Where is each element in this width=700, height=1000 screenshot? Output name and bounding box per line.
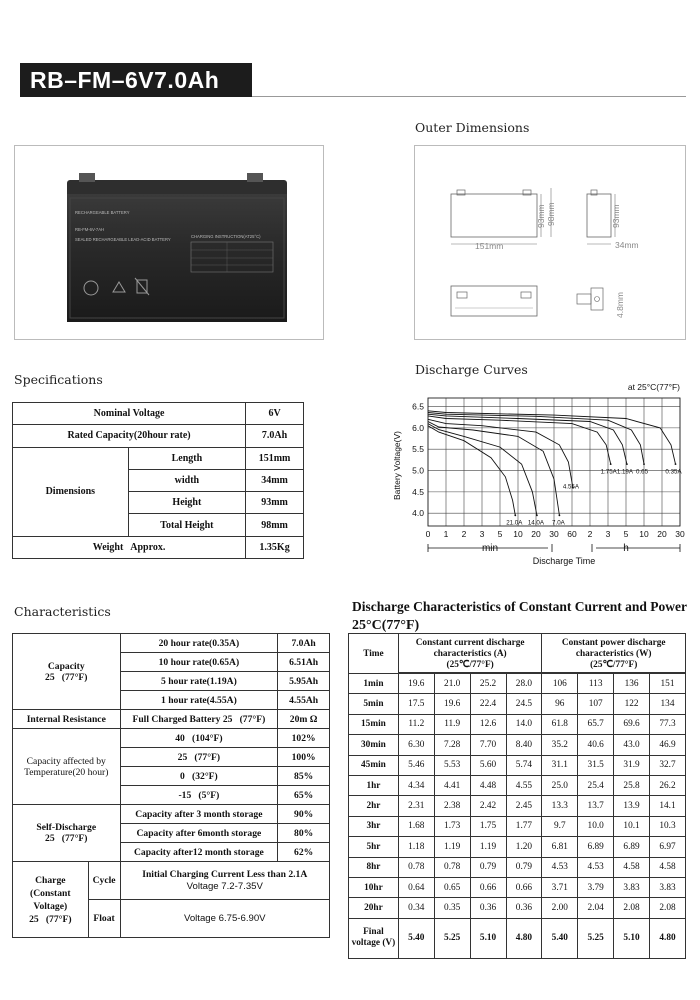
char-value: 85% [278, 767, 330, 786]
title-rule [252, 96, 686, 97]
value-cell: 3.79 [578, 877, 614, 897]
discharge-heading-line2: 25°C(77°F) [352, 618, 420, 633]
x-tick-label: 10 [639, 529, 649, 539]
value-cell: 17.5 [398, 694, 434, 714]
charge-label-line2: (Constant [30, 887, 71, 899]
time-cell: 1hr [349, 775, 399, 795]
outer-dimensions-heading: Outer Dimensions [415, 120, 530, 135]
x-tick-label: 1 [443, 529, 449, 539]
spec-value: 98mm [246, 514, 304, 536]
table-row [349, 735, 686, 755]
value-cell: 65.7 [578, 714, 614, 734]
value-cell: 151 [650, 674, 686, 694]
char-condition: Full Charged Battery 25 (77°F) [120, 710, 278, 729]
current-header-text: Constant current discharge characteristics (A) [415, 637, 525, 659]
value-cell: 14.0 [506, 714, 542, 734]
x-tick-label: 5 [497, 529, 503, 539]
series-end-point [610, 463, 612, 465]
series-line-14_0A [428, 424, 537, 516]
cycle-value [120, 862, 329, 900]
discharge-heading-line1: Discharge Characteristics of Constant Current and Power [352, 599, 687, 614]
value-cell: 19.6 [434, 694, 470, 714]
series-label: 14.0A [527, 519, 544, 527]
value-cell: 31.9 [614, 755, 650, 775]
series-label: 7.0A [552, 519, 565, 527]
time-cell: 3hr [349, 816, 399, 836]
time-cell: 30min [349, 735, 399, 755]
y-tick-label: 5.5 [412, 444, 424, 455]
value-cell: 13.9 [614, 796, 650, 816]
char-value: 65% [278, 786, 330, 805]
value-cell: 2.45 [506, 796, 542, 816]
value-cell: 1.18 [398, 837, 434, 857]
series-end-point [514, 514, 516, 516]
value-cell: 4.41 [434, 775, 470, 795]
value-cell: 2.04 [578, 898, 614, 918]
spec-label: Rated Capacity(20hour rate) [13, 425, 246, 447]
table-row [13, 425, 304, 447]
value-cell: 1.68 [398, 816, 434, 836]
final-voltage-cell: 5.40 [542, 918, 578, 958]
value-cell: 24.5 [506, 694, 542, 714]
time-cell: 20hr [349, 898, 399, 918]
value-cell: 9.7 [542, 816, 578, 836]
char-condition: 25 (77°F) [120, 748, 278, 767]
y-tick-label: 6.5 [412, 401, 424, 412]
value-cell: 0.34 [398, 898, 434, 918]
value-cell: 1.73 [434, 816, 470, 836]
value-cell: 4.53 [578, 857, 614, 877]
time-cell: 5min [349, 694, 399, 714]
power-header-temp: (25℃/77°F) [590, 659, 638, 670]
spec-value: 93mm [246, 492, 304, 514]
specifications-heading: Specifications [14, 372, 103, 387]
x-tick-label: 30 [675, 529, 685, 539]
current-header-temp: (25℃/77°F) [446, 659, 494, 670]
cycle-line1: Initial Charging Current Less than 2.1A [142, 868, 308, 880]
char-value: 100% [278, 748, 330, 767]
value-cell: 4.58 [614, 857, 650, 877]
specifications-table [12, 402, 304, 559]
discharge-curves-chart [386, 376, 686, 572]
y-tick-label: 4.0 [412, 508, 424, 519]
value-cell: 28.0 [506, 674, 542, 694]
value-cell: 107 [578, 694, 614, 714]
char-condition: Capacity after 6month storage [120, 824, 278, 843]
y-tick-label: 5.0 [412, 465, 424, 476]
value-cell: 2.08 [650, 898, 686, 918]
x-tick-label: 2 [461, 529, 467, 539]
table-row [13, 403, 304, 425]
series-end-point [643, 463, 645, 465]
value-cell: 122 [614, 694, 650, 714]
value-cell: 3.83 [650, 877, 686, 897]
series-label: 0.35A [665, 468, 682, 476]
table-row [13, 634, 330, 653]
final-voltage-cell: 5.10 [614, 918, 650, 958]
series-end-point [626, 463, 628, 465]
value-cell: 7.28 [434, 735, 470, 755]
series-end-point [559, 514, 561, 516]
table-row [349, 857, 686, 877]
x-tick-label: 5 [623, 529, 629, 539]
characteristics-heading: Characteristics [14, 604, 111, 619]
value-cell: 25.8 [614, 775, 650, 795]
value-cell: 4.58 [650, 857, 686, 877]
value-cell: 26.2 [650, 775, 686, 795]
chart-title: at 25°C(77°F) [627, 382, 680, 392]
series-line-1_75A [428, 416, 611, 464]
value-cell: 0.66 [506, 877, 542, 897]
time-cell: 5hr [349, 837, 399, 857]
value-cell: 5.74 [506, 755, 542, 775]
value-cell: 11.2 [398, 714, 434, 734]
float-label: Float [88, 900, 120, 938]
spec-label: Length [128, 447, 246, 469]
table-row [349, 816, 686, 836]
char-value: 7.0Ah [278, 634, 330, 653]
power-header-text: Constant power discharge characteristics (W) [561, 637, 666, 659]
value-cell: 2.31 [398, 796, 434, 816]
x-tick-label: 10 [513, 529, 523, 539]
value-cell: 31.1 [542, 755, 578, 775]
value-cell: 6.89 [614, 837, 650, 857]
dim-width: 34mm [615, 240, 639, 250]
value-cell: 96 [542, 694, 578, 714]
series-label: 1.19A [616, 468, 633, 476]
value-cell: 61.8 [542, 714, 578, 734]
value-cell: 13.7 [578, 796, 614, 816]
spec-label: Height [128, 492, 246, 514]
series-label: 4.55A [562, 483, 579, 491]
char-value: 20m Ω [278, 710, 330, 729]
value-cell: 0.78 [398, 857, 434, 877]
time-cell: 1min [349, 674, 399, 694]
x-tick-label: 3 [479, 529, 485, 539]
table-row [13, 862, 330, 900]
value-cell: 40.6 [578, 735, 614, 755]
x-axis-label: Discharge Time [532, 556, 596, 566]
product-title: RB–FM–6V7.0Ah [20, 63, 252, 97]
value-cell: 0.36 [506, 898, 542, 918]
battery-photo [15, 146, 325, 341]
value-cell: 0.66 [470, 877, 506, 897]
value-cell: 4.53 [542, 857, 578, 877]
value-cell: 0.79 [470, 857, 506, 877]
photo-label-charge: CHARGING INSTRUCTION(AT25°C) [191, 234, 261, 239]
char-condition: -15 (5°F) [120, 786, 278, 805]
table-row [349, 714, 686, 734]
charge-label-line1: Charge [35, 874, 66, 886]
capacity-title: Capacity [47, 660, 85, 672]
discharge-table-heading [352, 597, 692, 635]
value-cell: 10.3 [650, 816, 686, 836]
series-end-point [675, 463, 677, 465]
value-cell: 113 [578, 674, 614, 694]
value-cell: 3.71 [542, 877, 578, 897]
self-discharge-title: Self-Discharge [36, 822, 97, 833]
outer-dimensions-frame [414, 145, 686, 340]
temp-label-line1: Capacity affected by [26, 755, 106, 767]
final-voltage-cell: 5.25 [434, 918, 470, 958]
table-row [349, 775, 686, 795]
spec-label: Total Height [128, 514, 246, 536]
x-tick-label: 0 [425, 529, 431, 539]
series-label: 21.0A [506, 519, 523, 527]
value-cell: 32.7 [650, 755, 686, 775]
value-cell: 13.3 [542, 796, 578, 816]
table-row [349, 694, 686, 714]
spec-label: Nominal Voltage [13, 403, 246, 425]
value-cell: 0.36 [470, 898, 506, 918]
self-discharge-label [13, 805, 121, 862]
x-tick-label: 3 [605, 529, 611, 539]
table-row [349, 918, 686, 958]
x-tick-label: 60 [567, 529, 577, 539]
char-condition: Capacity after 3 month storage [120, 805, 278, 824]
capacity-temp: 25 (77°F) [45, 671, 88, 683]
value-cell: 106 [542, 674, 578, 694]
table-header-row [349, 634, 686, 673]
self-discharge-temp: 25 (77°F) [45, 833, 88, 844]
table-row [13, 536, 304, 558]
value-cell: 1.19 [434, 837, 470, 857]
char-value: 5.95Ah [278, 672, 330, 691]
discharge-table-body [349, 674, 686, 959]
value-cell: 0.79 [506, 857, 542, 877]
spec-value: 34mm [246, 469, 304, 491]
value-cell: 5.46 [398, 755, 434, 775]
table-row [13, 805, 330, 824]
value-cell: 0.78 [434, 857, 470, 877]
value-cell: 4.34 [398, 775, 434, 795]
photo-label-model: RB-FM-6V-7AH [75, 227, 105, 232]
value-cell: 0.65 [434, 877, 470, 897]
char-condition: 0 (32°F) [120, 767, 278, 786]
x-tick-label: 30 [549, 529, 559, 539]
time-header: Time [349, 634, 399, 674]
y-tick-label: 6.0 [412, 422, 424, 433]
char-value: 6.51Ah [278, 653, 330, 672]
cycle-label: Cycle [88, 862, 120, 900]
value-cell: 6.97 [650, 837, 686, 857]
value-cell: 10.0 [578, 816, 614, 836]
final-voltage-cell: 5.10 [470, 918, 506, 958]
value-cell: 46.9 [650, 735, 686, 755]
x-group-h-label: h [623, 543, 629, 554]
value-cell: 77.3 [650, 714, 686, 734]
y-tick-label: 4.5 [412, 486, 424, 497]
final-voltage-cell: 4.80 [650, 918, 686, 958]
table-row [349, 837, 686, 857]
cycle-line2: Voltage 7.2-7.35V [186, 880, 263, 892]
table-row [349, 796, 686, 816]
time-cell: 2hr [349, 796, 399, 816]
char-condition: Capacity after12 month storage [120, 843, 278, 862]
temp-capacity-label [13, 729, 121, 805]
value-cell: 2.08 [614, 898, 650, 918]
spec-value: 6V [246, 403, 304, 425]
series-line-4_55A [428, 419, 573, 487]
table-row [13, 447, 304, 469]
dim-height: 93mm [536, 204, 546, 228]
char-value: 4.55Ah [278, 691, 330, 710]
value-cell: 14.1 [650, 796, 686, 816]
char-value: 80% [278, 824, 330, 843]
char-value: 90% [278, 805, 330, 824]
value-cell: 0.35 [434, 898, 470, 918]
value-cell: 0.64 [398, 877, 434, 897]
x-tick-label: 2 [587, 529, 593, 539]
value-cell: 4.55 [506, 775, 542, 795]
dim-total-height: 98mm [546, 202, 556, 226]
photo-label-type: SEALED RECHARGEABLE LEAD-ACID BATTERY [75, 237, 171, 242]
series-label: 1.75A [600, 468, 617, 476]
value-cell: 136 [614, 674, 650, 694]
dimension-drawing [415, 146, 687, 341]
series-label: 0.65 [635, 468, 649, 476]
value-cell: 11.9 [434, 714, 470, 734]
table-row [13, 729, 330, 748]
final-voltage-cell: 5.40 [398, 918, 434, 958]
value-cell: 7.70 [470, 735, 506, 755]
power-header [542, 634, 686, 673]
current-header [398, 634, 542, 673]
charge-label [13, 862, 89, 938]
x-tick-label: 20 [531, 529, 541, 539]
charge-label-line4: 25 (77°F) [29, 913, 72, 925]
value-cell: 35.2 [542, 735, 578, 755]
value-cell: 1.75 [470, 816, 506, 836]
discharge-characteristics-table [348, 633, 686, 959]
capacity-label [13, 634, 121, 710]
y-axis-label: Battery Voltage(V) [392, 431, 402, 500]
value-cell: 2.38 [434, 796, 470, 816]
table-row [349, 755, 686, 775]
value-cell: 1.20 [506, 837, 542, 857]
spec-label: Weight Approx. [13, 536, 246, 558]
char-condition: 1 hour rate(4.55A) [120, 691, 278, 710]
value-cell: 31.5 [578, 755, 614, 775]
final-voltage-cell: 5.25 [578, 918, 614, 958]
value-cell: 6.81 [542, 837, 578, 857]
photo-label-top: RECHARGEABLE BATTERY [75, 210, 130, 215]
value-cell: 25.2 [470, 674, 506, 694]
value-cell: 1.19 [470, 837, 506, 857]
char-condition: 5 hour rate(1.19A) [120, 672, 278, 691]
value-cell: 12.6 [470, 714, 506, 734]
dim-height-side: 93mm [611, 204, 621, 228]
time-cell: 10hr [349, 877, 399, 897]
value-cell: 5.53 [434, 755, 470, 775]
char-value: 102% [278, 729, 330, 748]
final-voltage-label: Final voltage (V) [349, 918, 399, 958]
value-cell: 25.0 [542, 775, 578, 795]
value-cell: 25.4 [578, 775, 614, 795]
spec-value: 7.0Ah [246, 425, 304, 447]
value-cell: 4.48 [470, 775, 506, 795]
value-cell: 69.6 [614, 714, 650, 734]
value-cell: 134 [650, 694, 686, 714]
char-condition: 40 (104°F) [120, 729, 278, 748]
char-value: 62% [278, 843, 330, 862]
discharge-curves-heading: Discharge Curves [415, 362, 528, 377]
value-cell: 6.30 [398, 735, 434, 755]
spec-label: width [128, 469, 246, 491]
value-cell: 1.77 [506, 816, 542, 836]
value-cell: 43.0 [614, 735, 650, 755]
charge-label-line3: Voltage) [33, 900, 68, 912]
value-cell: 6.89 [578, 837, 614, 857]
time-cell: 45min [349, 755, 399, 775]
battery-photo-frame [14, 145, 324, 340]
spec-label: Dimensions [13, 447, 129, 536]
spec-value: 1.35Kg [246, 536, 304, 558]
table-row [13, 710, 330, 729]
value-cell: 22.4 [470, 694, 506, 714]
dim-terminal: 4.8mm [615, 292, 625, 318]
value-cell: 21.0 [434, 674, 470, 694]
temp-label-line2: Temperature(20 hour) [24, 766, 109, 778]
table-row [349, 898, 686, 918]
x-tick-label: 20 [657, 529, 667, 539]
x-group-min-label: min [481, 543, 499, 554]
table-row [349, 674, 686, 694]
final-voltage-cell: 4.80 [506, 918, 542, 958]
float-value: Voltage 6.75-6.90V [120, 900, 329, 938]
value-cell: 3.83 [614, 877, 650, 897]
char-condition: 10 hour rate(0.65A) [120, 653, 278, 672]
spec-value: 151mm [246, 447, 304, 469]
value-cell: 8.40 [506, 735, 542, 755]
value-cell: 2.42 [470, 796, 506, 816]
time-cell: 8hr [349, 857, 399, 877]
char-condition: 20 hour rate(0.35A) [120, 634, 278, 653]
dim-length: 151mm [475, 241, 504, 251]
value-cell: 19.6 [398, 674, 434, 694]
value-cell: 2.00 [542, 898, 578, 918]
series-end-point [536, 514, 538, 516]
time-cell: 15min [349, 714, 399, 734]
characteristics-table [12, 633, 330, 938]
table-row [349, 877, 686, 897]
internal-resistance-label: Internal Resistance [13, 710, 121, 729]
value-cell: 10.1 [614, 816, 650, 836]
value-cell: 5.60 [470, 755, 506, 775]
